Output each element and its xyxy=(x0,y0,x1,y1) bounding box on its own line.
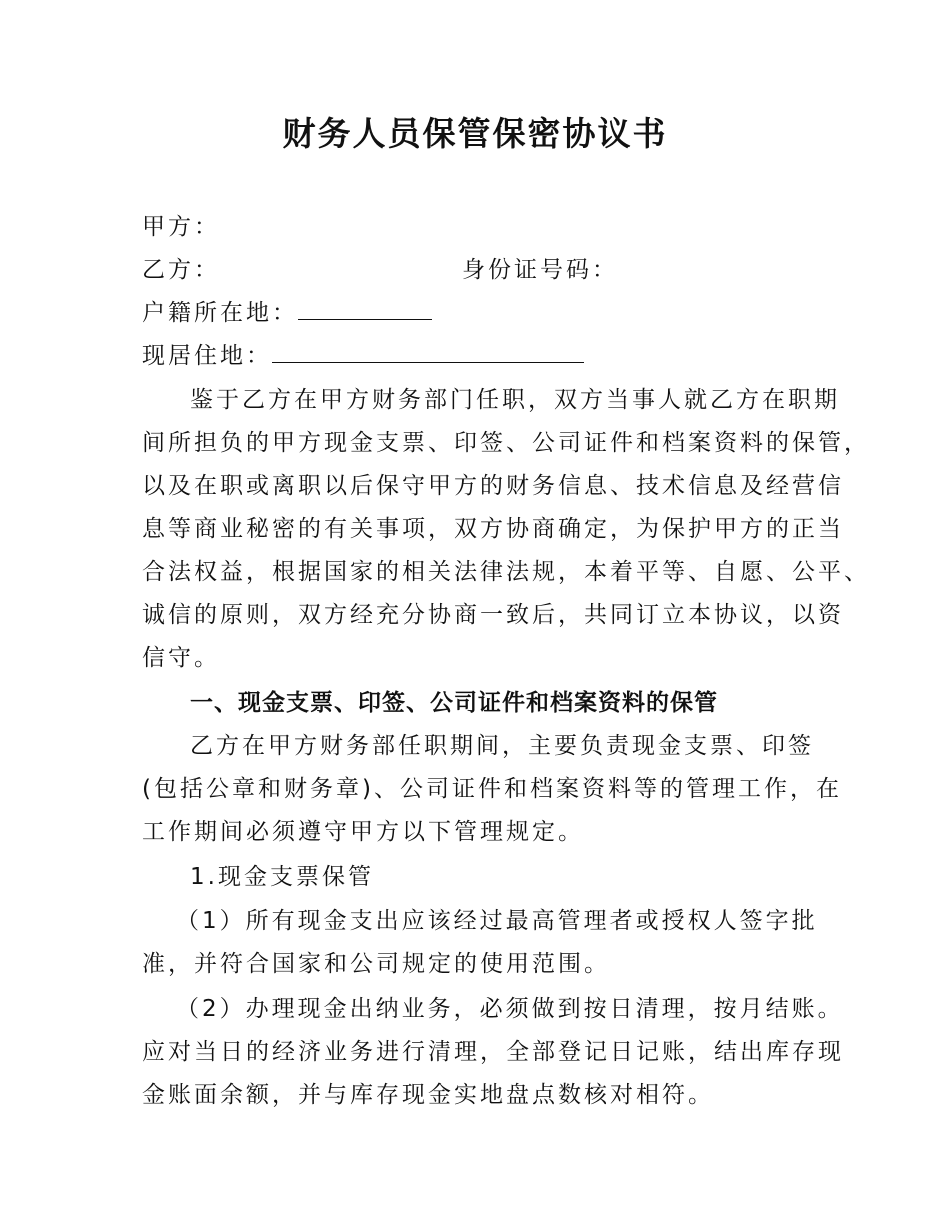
item-line: （1）所有现金支出应该经过最高管理者或授权人签字批 xyxy=(176,908,818,934)
id-number-label: 身份证号码： xyxy=(462,257,618,283)
preamble-line: 合法权益，根据国家的相关法律法规，本着平等、自愿、公平、 xyxy=(142,559,870,585)
residence-field xyxy=(142,339,822,373)
party-a-label: 甲方： xyxy=(142,214,220,240)
document-title: 财务人员保管保密协议书 xyxy=(282,114,668,153)
household-label: 户籍所在地： xyxy=(142,300,298,326)
section-heading: 一、现金支票、印签、公司证件和档案资料的保管 xyxy=(190,690,718,716)
residence-label: 现居住地： xyxy=(142,343,272,369)
section-body-line: 工作期间必须遵守甲方以下管理规定。 xyxy=(142,819,584,845)
household-field xyxy=(142,296,822,330)
section-body-line: (包括公章和财务章)、公司证件和档案资料等的管理工作，在 xyxy=(142,776,842,802)
item-line: 应对当日的经济业务进行清理，全部登记日记账，结出库存现 xyxy=(142,1039,844,1065)
residence-blank-line xyxy=(272,340,584,363)
preamble-line: 信守。 xyxy=(142,645,220,671)
preamble-line: 诚信的原则，双方经充分协商一致后，共同订立本协议，以资 xyxy=(142,602,844,628)
subsection-heading: 1.现金支票保管 xyxy=(190,864,374,890)
household-blank-line xyxy=(298,297,432,320)
preamble-line: 以及在职或离职以后保守甲方的财务信息、技术信息及经营信 xyxy=(142,473,844,499)
party-b-field xyxy=(142,253,822,287)
item-line: 准，并符合国家和公司规定的使用范围。 xyxy=(142,951,610,977)
preamble-line: 鉴于乙方在甲方财务部门任职，双方当事人就乙方在职期 xyxy=(190,387,840,413)
preamble-line: 间所担负的甲方现金支票、印签、公司证件和档案资料的保管， xyxy=(142,430,870,456)
party-a-field xyxy=(142,210,822,244)
item-line: 金账面余额，并与库存现金实地盘点数核对相符。 xyxy=(142,1082,714,1108)
item-line: （2）办理现金出纳业务，必须做到按日清理，按月结账。 xyxy=(176,996,844,1022)
section-body-line: 乙方在甲方财务部任职期间，主要负责现金支票、印签 xyxy=(190,733,814,759)
party-b-label: 乙方： xyxy=(142,257,220,283)
preamble-line: 息等商业秘密的有关事项，双方协商确定，为保护甲方的正当 xyxy=(142,516,844,542)
